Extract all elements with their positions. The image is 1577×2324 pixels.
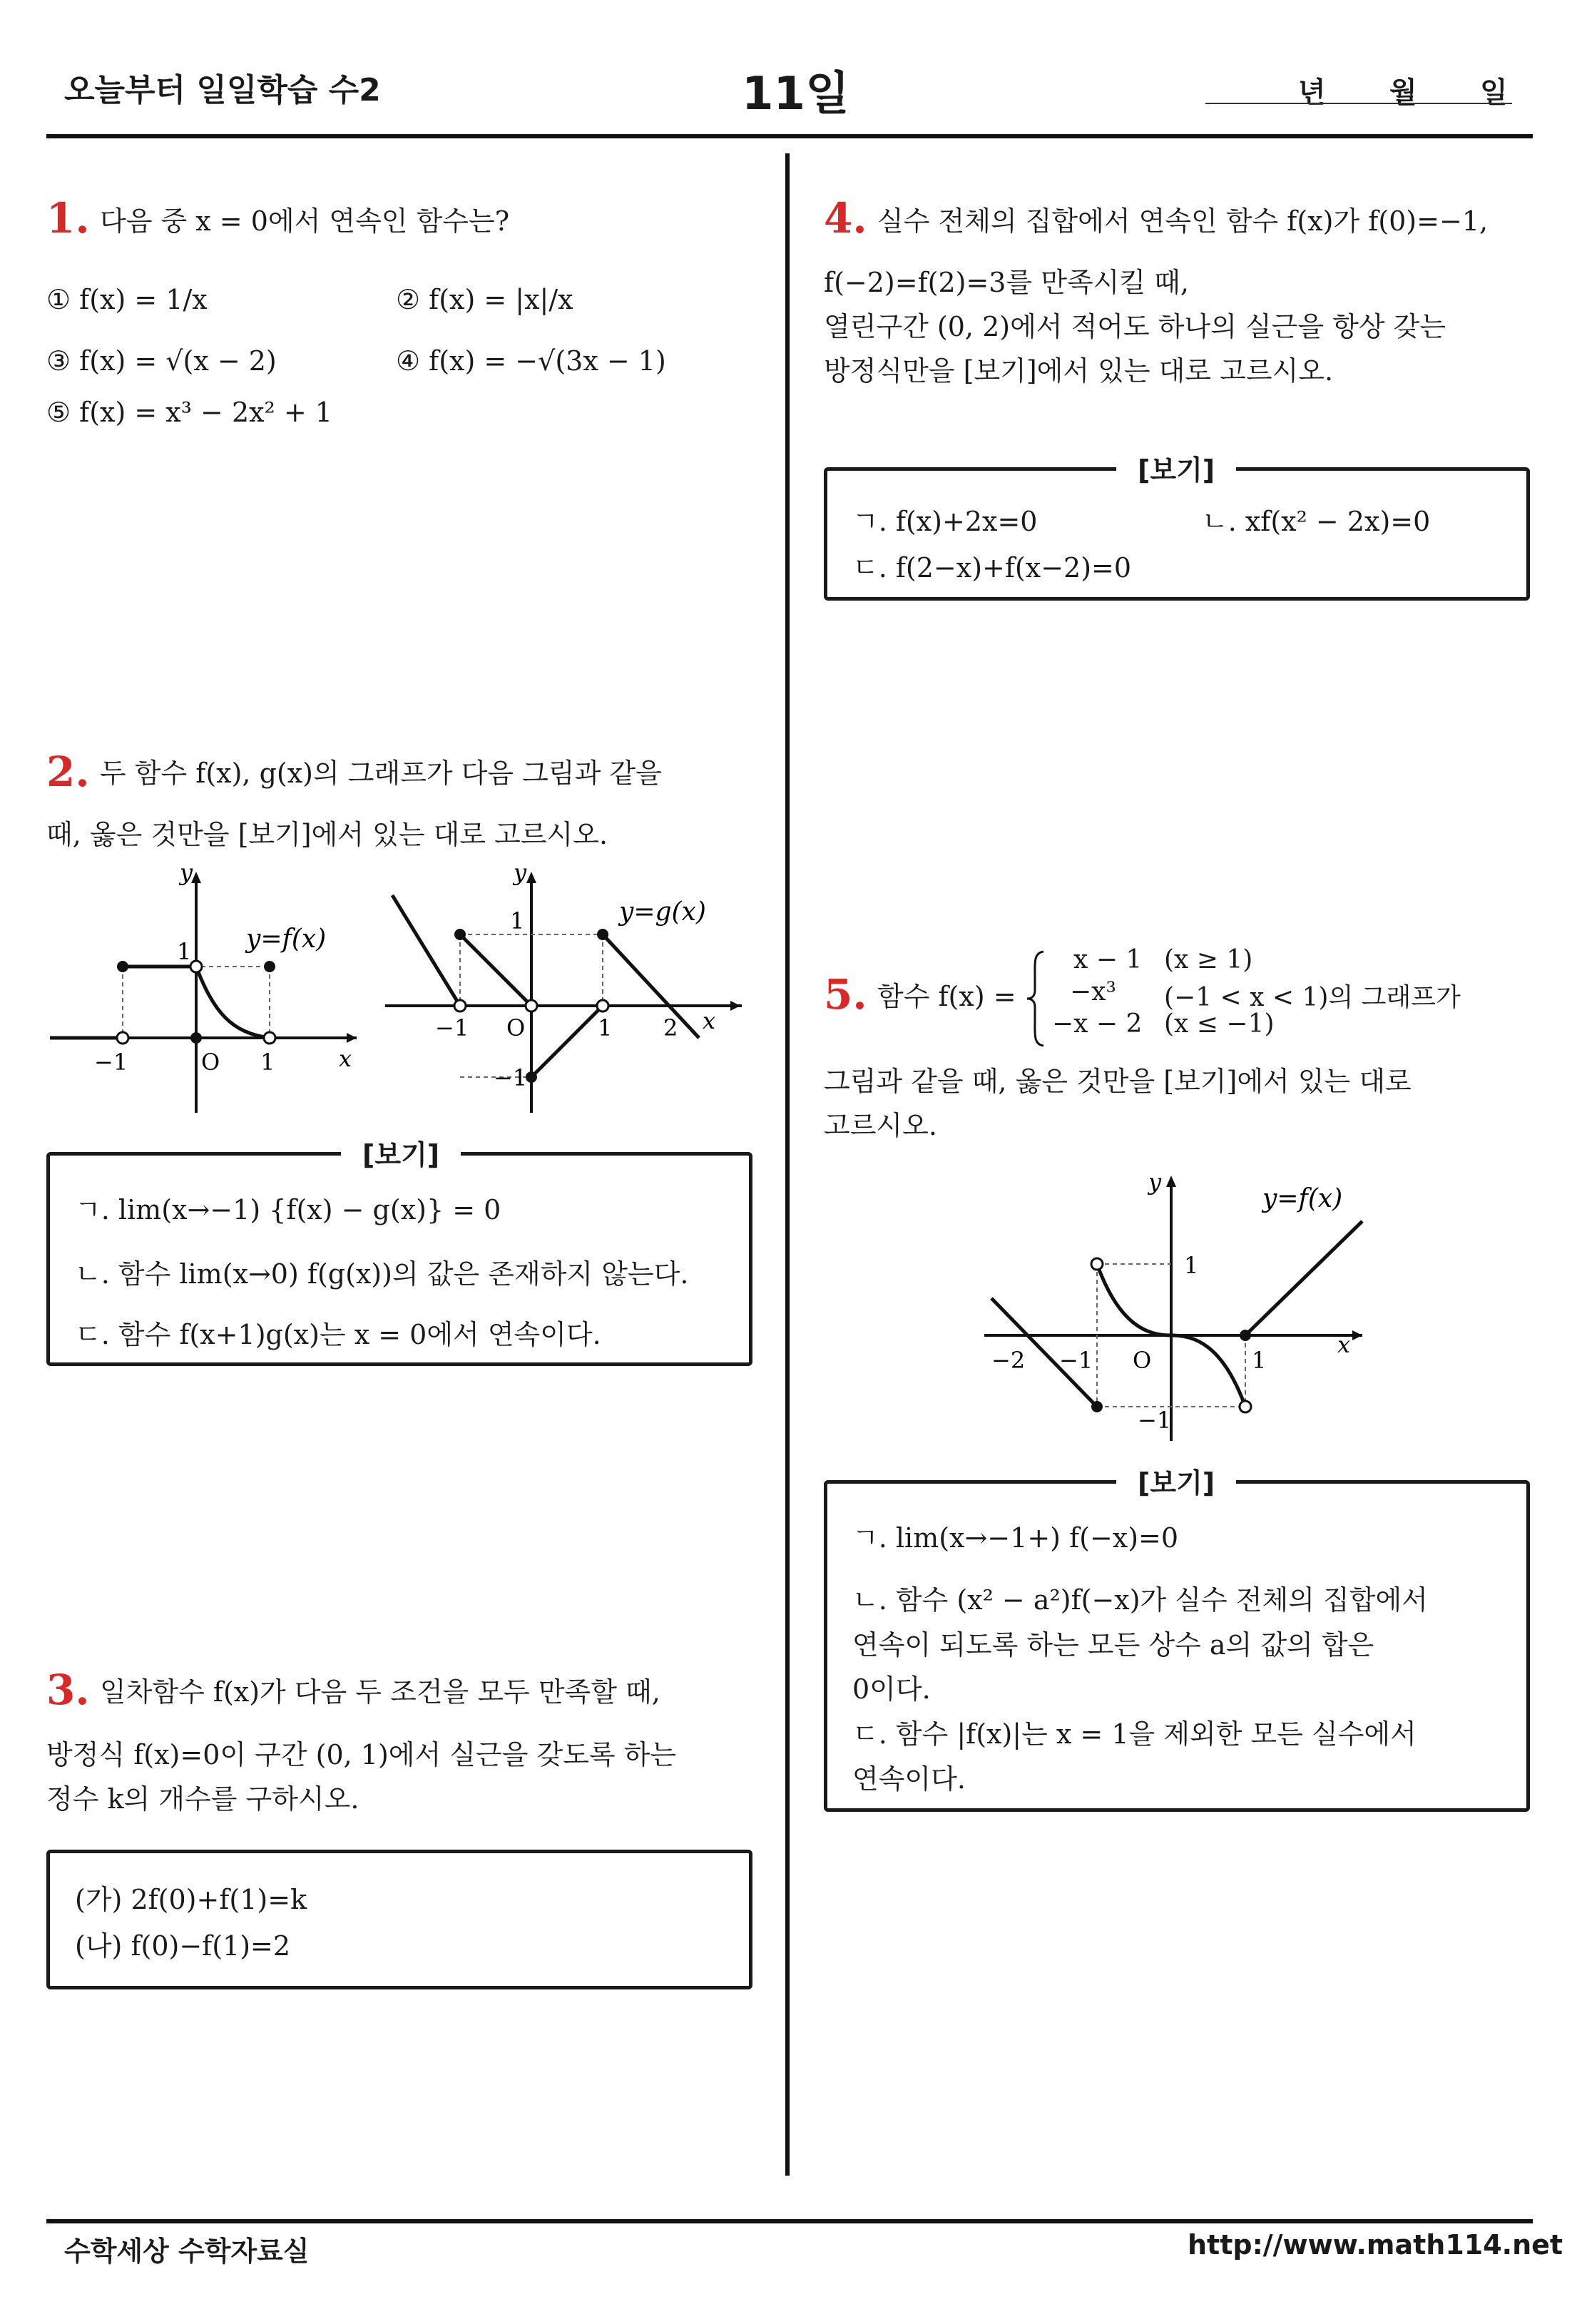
graph-q5-tick: 1 [1252,1347,1267,1374]
graph-q5-y-label: y [1148,1168,1162,1196]
question-5-number: 5. [824,970,867,1019]
question-4-number: 4. [824,194,867,243]
q4-item-a: ㄱ. f(x)+2x=0 [852,506,1038,537]
q5-case2-expr: −x³ [1070,977,1116,1006]
graph-g-y-label: y [514,863,527,886]
q3-condition-1: (가) 2f(0)+f(1)=k [75,1884,307,1915]
footer-url-link[interactable]: http://www.math114.net [1188,2229,1563,2261]
graph-g-point [597,929,608,940]
graph-g-tick: 1 [510,907,525,934]
graph-f-point [264,1032,275,1044]
graph-g-x-label: x [703,1007,716,1034]
footer-rule [46,2219,1533,2223]
graph-f-tick: −1 [94,1049,128,1076]
graph-g-tick: 1 [598,1014,613,1041]
question-4-line3: 열린구간 (0, 2)에서 적어도 하나의 실근을 항상 갖는 [824,311,1446,342]
question-3-number: 3. [46,1666,90,1714]
graph-q5-point [1091,1401,1103,1412]
graph-g [371,863,742,1120]
graph-g-point [526,1071,537,1083]
q5-item-b-line1: ㄴ. 함수 (x² − a²)f(−x)가 실수 전체의 집합에서 [852,1584,1428,1616]
question-2-number: 2. [46,748,90,796]
graph-q5-point [1240,1330,1251,1341]
q2-item-b: ㄴ. 함수 lim(x→0) f(g(x))의 값은 존재하지 않는다. [75,1258,689,1290]
graph-f-point [117,961,128,972]
q1-choice-2: ② f(x) = |x|/x [396,284,573,315]
graph-g-point [597,1000,608,1011]
header-rule [46,134,1533,138]
q2-item-c: ㄷ. 함수 f(x+1)g(x)는 x = 0에서 연속이다. [75,1319,601,1350]
graph-q5-tick: −1 [1138,1407,1172,1434]
q3-condition-2: (나) f(0)−f(1)=2 [75,1930,291,1962]
q5-case1-cond: (x ≥ 1) [1164,945,1253,974]
graph-q5-point [1091,1258,1103,1270]
q5-item-a: ㄱ. lim(x→−1+) f(−x)=0 [852,1522,1179,1554]
question-2-line1: 두 함수 f(x), g(x)의 그래프가 다음 그림과 같을 [100,758,662,789]
graph-q5-label: y=f(x) [1262,1184,1343,1213]
q4-item-b: ㄴ. xf(x² − 2x)=0 [1202,506,1431,537]
page-title: 11일 [742,68,849,121]
q5-case3-expr: −x − 2 [1052,1009,1143,1039]
q1-choice-4: ④ f(x) = −√(3x − 1) [396,345,666,377]
question-4-line2: f(−2)=f(2)=3를 만족시킬 때, [824,267,1189,298]
graph-g-tick: −1 [435,1014,469,1041]
q3-condition-box [46,1850,752,1989]
question-5-line3: 고르시오. [824,1110,937,1141]
q1-choice-3: ③ f(x) = √(x − 2) [46,345,277,377]
graph-g-label: y=g(x) [619,897,706,927]
question-3-line3: 정수 k의 개수를 구하시오. [46,1783,359,1815]
graph-q5-x-label: x [1337,1331,1351,1358]
graph-g-tick: 2 [663,1014,678,1041]
question-1-text: 다음 중 x = 0에서 연속인 함수는? [100,205,510,237]
q5-item-b-line2: 연속이 되도록 하는 모든 상수 a의 값의 합은 [852,1629,1374,1661]
graph-g-tick: O [506,1014,526,1041]
graph-f-point [190,961,202,972]
graph-f-y-label: y [180,863,193,886]
question-4-line1: 실수 전체의 집합에서 연속인 함수 f(x)가 f(0)=−1, [877,205,1489,237]
q5-case2-cond: (−1 < x < 1)의 그래프가 [1164,983,1461,1012]
graph-q5-point [1240,1401,1251,1412]
header-left: 오늘부터 일일학습 수2 [64,72,381,108]
q4-bogi-label: [보기] [1116,448,1236,487]
footer-left: 수학세상 수학자료실 [64,2236,310,2267]
graph-f-point [264,961,275,972]
graph-f-tick: 1 [177,938,192,965]
q5-bogi-label: [보기] [1116,1461,1236,1500]
q4-item-c: ㄷ. f(2−x)+f(x−2)=0 [852,552,1132,583]
q5-item-c-line1: ㄷ. 함수 |f(x)|는 x = 1을 제외한 모든 실수에서 [852,1718,1417,1750]
q2-item-a: ㄱ. lim(x→−1) {f(x) − g(x)} = 0 [75,1194,501,1225]
date-month: 월 [1389,76,1417,109]
graph-f-tick: 1 [260,1049,275,1076]
q5-case3-cond: (x ≤ −1) [1164,1009,1275,1039]
graph-q5 [977,1163,1377,1448]
q1-choice-5: ⑤ f(x) = x³ − 2x² + 1 [46,397,332,428]
graph-g-tick: −1 [494,1064,528,1091]
date-year: 년 [1298,76,1326,109]
q5-item-b-line3: 0이다. [852,1673,931,1705]
date-underline [1205,103,1512,104]
question-3-line2: 방정식 f(x)=0이 구간 (0, 1)에서 실근을 갖도록 하는 [46,1739,677,1770]
q1-choice-1: ① f(x) = 1/x [46,284,208,315]
graph-f-tick: O [201,1049,220,1076]
graph-f-point [190,1032,202,1044]
graph-f-label: y=f(x) [246,924,327,954]
graph-f-point [117,1032,128,1044]
graph-g-point [454,1000,466,1011]
date-day: 일 [1480,76,1508,109]
q5-item-c-line2: 연속이다. [852,1763,966,1795]
graph-f [43,863,364,1120]
piecewise-brace [1025,949,1046,1049]
q2-bogi-label: [보기] [341,1133,461,1172]
graph-f-x-label: x [339,1045,352,1072]
question-1-number: 1. [46,194,90,243]
question-5-line2: 그림과 같을 때, 옳은 것만을 [보기]에서 있는 대로 [824,1066,1412,1097]
column-divider [785,153,790,2176]
question-2-line2: 때, 옳은 것만을 [보기]에서 있는 대로 고르시오. [46,819,608,850]
question-3-line1: 일차함수 f(x)가 다음 두 조건을 모두 만족할 때, [100,1676,660,1708]
graph-g-point [526,1000,537,1011]
graph-g-point [454,929,466,940]
graph-q5-tick: −1 [1059,1347,1093,1374]
question-4-line4: 방정식만을 [보기]에서 있는 대로 고르시오. [824,355,1334,387]
question-5-prefix: 함수 f(x) = [877,981,1016,1012]
q5-case1-expr: x − 1 [1073,945,1143,974]
graph-q5-tick: −2 [991,1347,1026,1374]
graph-q5-tick: O [1133,1347,1152,1374]
graph-q5-tick: 1 [1184,1252,1199,1279]
